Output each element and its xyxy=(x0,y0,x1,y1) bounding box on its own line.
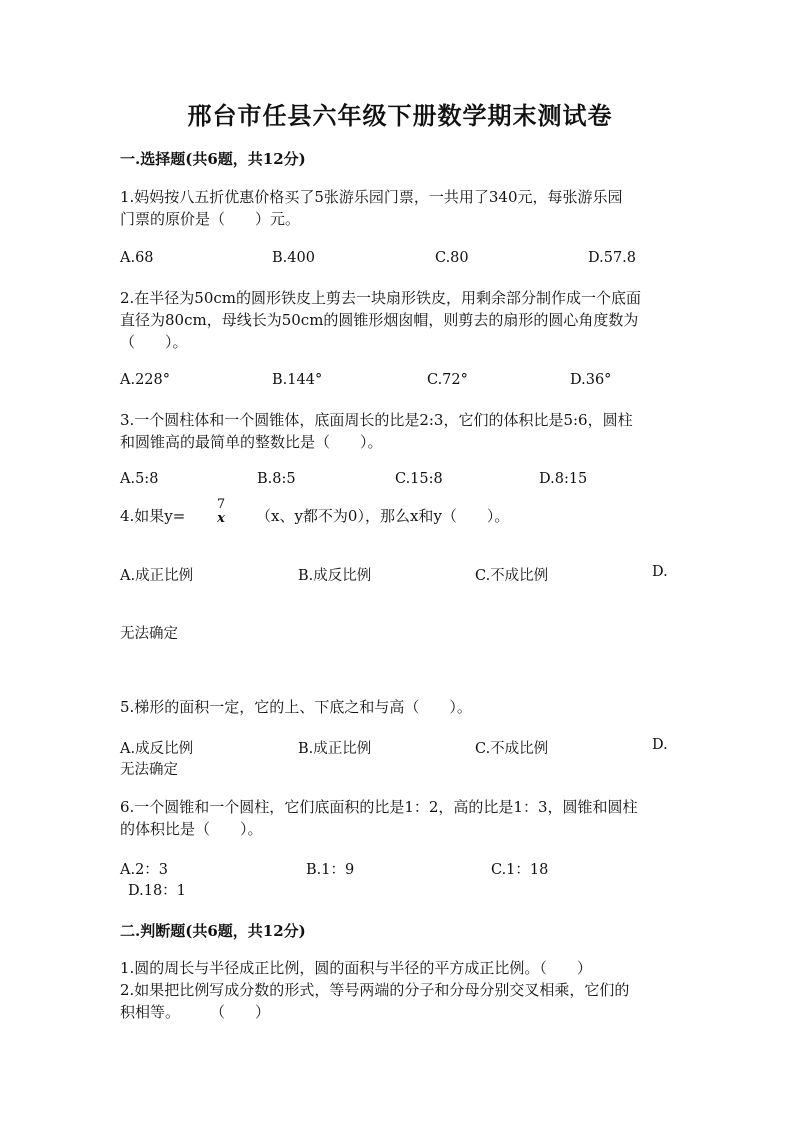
q1-option-b[interactable]: B.400 xyxy=(272,250,315,266)
q4-option-a[interactable]: A.成正比例 xyxy=(120,568,194,584)
q4-option-d[interactable]: D. xyxy=(652,564,668,580)
q6-option-a[interactable]: A.2：3 xyxy=(120,862,169,878)
q3-option-b[interactable]: B.8:5 xyxy=(257,471,296,487)
q5-option-c[interactable]: C.不成比例 xyxy=(475,741,549,757)
q1-option-d[interactable]: D.57.8 xyxy=(588,250,637,266)
q5-option-d[interactable]: D. xyxy=(652,737,668,753)
question-1-line-2: 门票的原价是（ ）元。 xyxy=(120,210,301,228)
fraction-numerator: 7 xyxy=(216,497,226,512)
q1-option-a[interactable]: A.68 xyxy=(120,250,154,266)
q5-option-b[interactable]: B.成正比例 xyxy=(298,741,372,757)
q4-option-c[interactable]: C.不成比例 xyxy=(475,568,549,584)
q2-option-d[interactable]: D.36° xyxy=(570,372,612,388)
q5-option-d-text[interactable]: 无法确定 xyxy=(120,762,178,778)
q2-option-a[interactable]: A.228° xyxy=(120,372,171,388)
section-heading-choice: 一.选择题(共6题，共12分) xyxy=(120,150,306,168)
q1-option-c[interactable]: C.80 xyxy=(435,250,469,266)
fraction-7-over-x xyxy=(213,498,229,526)
q6-option-b[interactable]: B.1：9 xyxy=(306,862,355,878)
q5-option-a[interactable]: A.成反比例 xyxy=(120,741,194,757)
q6-option-c[interactable]: C.1：18 xyxy=(491,862,549,878)
page-title: 邢台市任县六年级下册数学期末测试卷 xyxy=(187,101,613,130)
q2-option-c[interactable]: C.72° xyxy=(427,372,468,388)
question-3-line-1: 3.一个圆柱体和一个圆锥体，底面周长的比是2:3，它们的体积比是5:6，圆柱 xyxy=(120,411,633,429)
section-heading-judgement: 二.判断题(共6题，共12分) xyxy=(120,922,306,940)
question-2-line-3: （ ）。 xyxy=(120,333,188,351)
q4-option-b[interactable]: B.成反比例 xyxy=(298,568,372,584)
question-1-line-1: 1.妈妈按八五折优惠价格买了5张游乐园门票，一共用了340元，每张游乐园 xyxy=(120,188,623,206)
question-5-line-1: 5.梯形的面积一定，它的上、下底之和与高（ ）。 xyxy=(120,698,472,716)
question-4-prefix: 4.如果y= xyxy=(120,507,186,525)
q2-option-b[interactable]: B.144° xyxy=(272,372,323,388)
judgement-1-line-1: 1.圆的周长与半径成正比例，圆的面积与半径的平方成正比例。（ ） xyxy=(120,959,592,977)
q4-option-d-text[interactable]: 无法确定 xyxy=(120,626,178,642)
question-2-line-2: 直径为80cm，母线长为50cm的圆锥形烟囱帽，则剪去的扇形的圆心角度数为 xyxy=(120,311,639,329)
question-3-line-2: 和圆锥高的最简单的整数比是（ ）。 xyxy=(120,433,383,451)
question-6-line-1: 6.一个圆锥和一个圆柱，它们底面积的比是1：2，高的比是1：3，圆锥和圆柱 xyxy=(120,798,638,816)
judgement-2-line-2: 积相等。 （ ） xyxy=(120,1003,271,1021)
question-2-line-1: 2.在半径为50cm的圆形铁皮上剪去一块扇形铁皮，用剩余部分制作成一个底面 xyxy=(120,289,642,307)
q6-option-d[interactable]: D.18：1 xyxy=(128,883,186,899)
q3-option-d[interactable]: D.8:15 xyxy=(539,471,588,487)
q3-option-c[interactable]: C.15:8 xyxy=(395,471,443,487)
question-6-line-2: 的体积比是（ ）。 xyxy=(120,820,263,838)
q3-option-a[interactable]: A.5:8 xyxy=(120,471,159,487)
fraction-denominator: x xyxy=(217,511,225,526)
judgement-2-line-1: 2.如果把比例写成分数的形式，等号两端的分子和分母分别交叉相乘，它们的 xyxy=(120,981,630,999)
question-4-suffix: （x、y都不为0），那么x和y（ ）。 xyxy=(256,507,510,525)
